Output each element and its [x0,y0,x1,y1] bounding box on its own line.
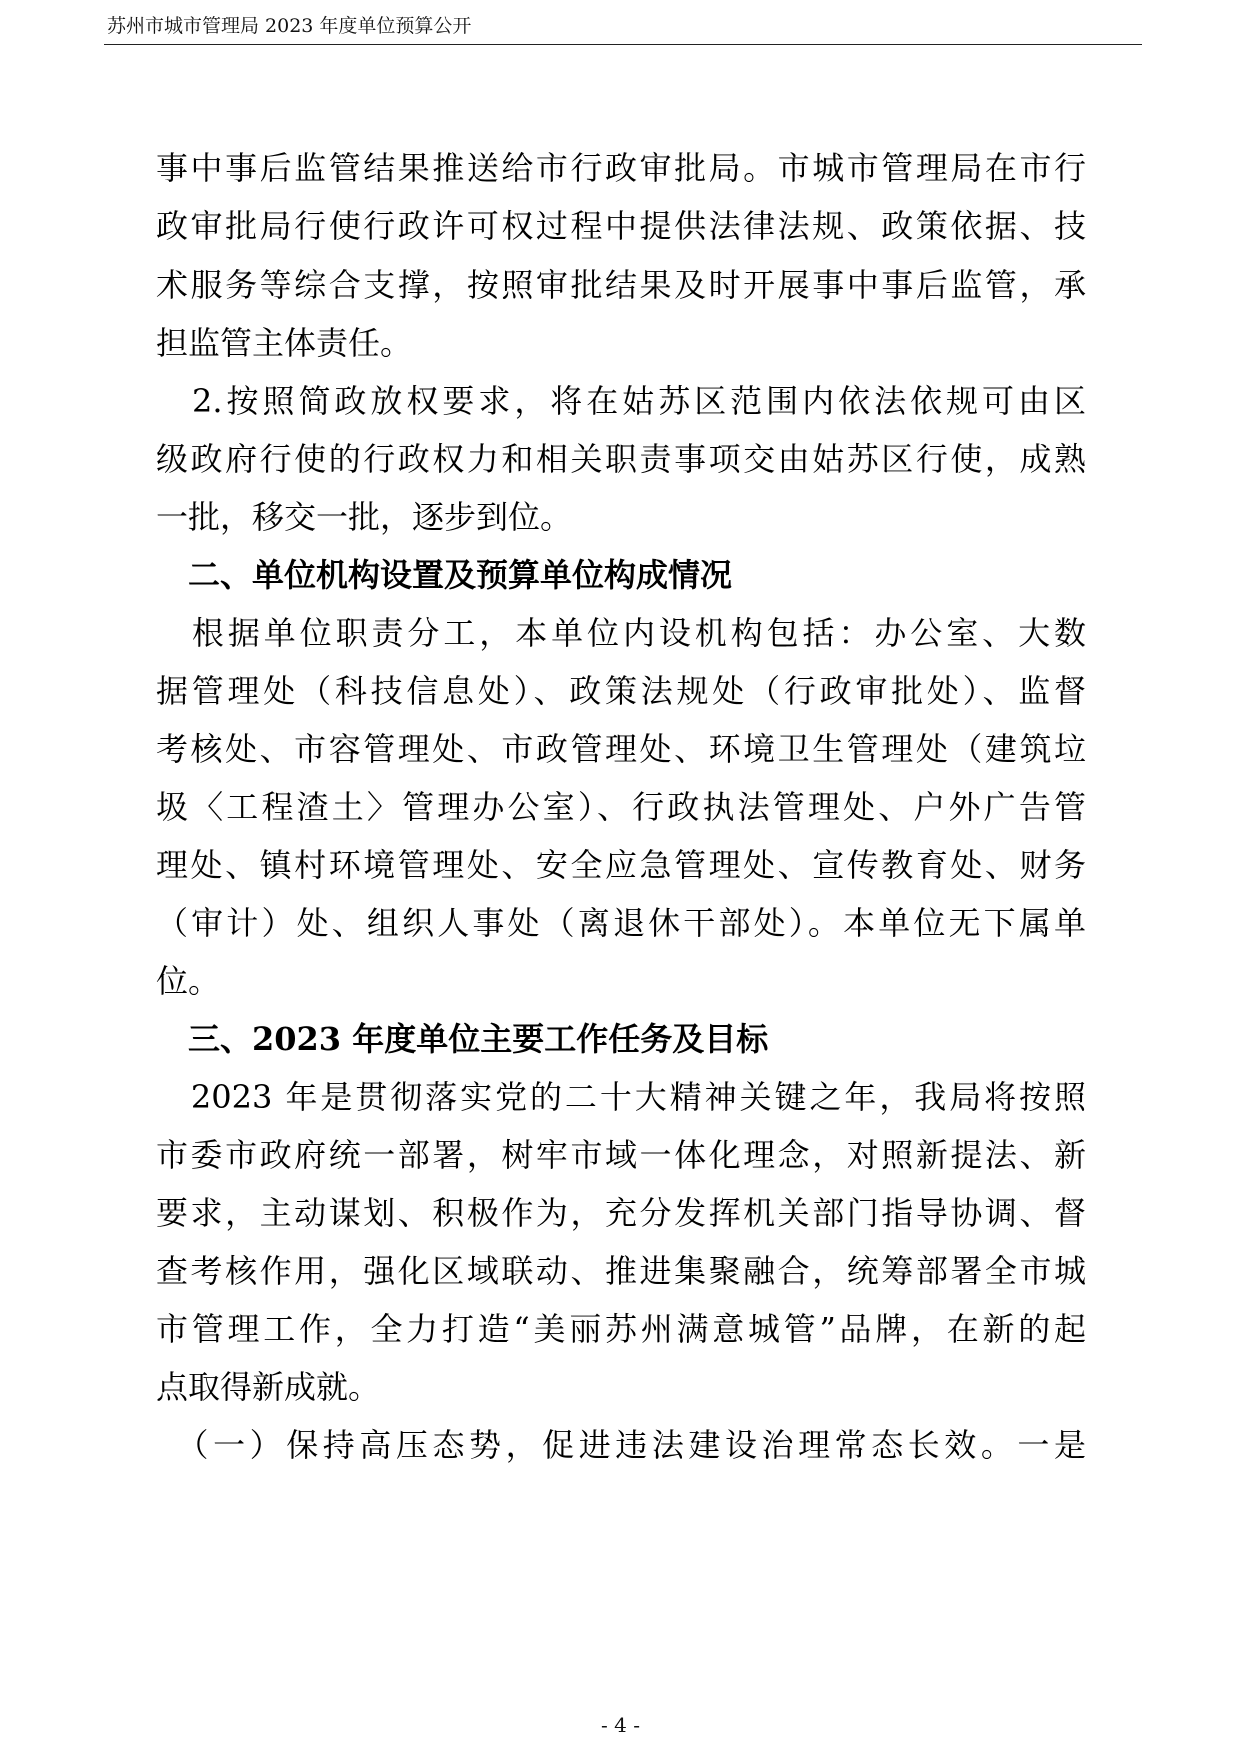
body-line: 理处、镇村环境管理处、安全应急管理处、宣传教育处、财务 [156,846,1086,884]
body-line: 圾〈工程渣土〉管理办公室）、行政执法管理处、户外广告管 [156,788,1086,826]
body-line: 事中事后监管结果推送给市行政审批局。市城市管理局在市行 [156,149,1086,187]
body-line: 市管理工作，全力打造“美丽苏州满意城管”品牌，在新的起 [156,1310,1086,1348]
body-line: 市委市政府统一部署，树牢市域一体化理念，对照新提法、新 [156,1136,1086,1174]
page-number: - 4 - [601,1713,640,1737]
document-header: 苏州市城市管理局 2023 年度单位预算公开 [107,15,472,37]
body-line: 级政府行使的行政权力和相关职责事项交由姑苏区行使，成熟 [156,440,1086,478]
body-line: 据管理处（科技信息处）、政策法规处（行政审批处）、监督 [156,672,1086,710]
body-line: （审计）处、组织人事处（离退休干部处）。本单位无下属单 [156,904,1086,942]
section-heading: 三、2023 年度单位主要工作任务及目标 [156,1020,769,1058]
body-line: 一批，移交一批，逐步到位。 [156,498,573,536]
body-line: 要求，主动谋划、积极作为，充分发挥机关部门指导协调、督 [156,1194,1086,1232]
header-divider [104,44,1142,45]
body-line: 担监管主体责任。 [156,324,413,362]
body-line: 点取得新成就。 [156,1368,381,1406]
body-line: 查考核作用，强化区域联动、推进集聚融合，统筹部署全市城 [156,1252,1086,1290]
body-line: 根据单位职责分工，本单位内设机构包括：办公室、大数 [156,614,1086,652]
body-line: 位。 [156,962,221,1000]
section-heading: 二、单位机构设置及预算单位构成情况 [156,556,733,594]
body-line: （一）保持高压态势，促进违法建设治理常态长效。一是 [156,1426,1086,1464]
body-line: 考核处、市容管理处、市政管理处、环境卫生管理处（建筑垃 [156,730,1086,768]
body-line: 2023 年是贯彻落实党的二十大精神关键之年，我局将按照 [156,1078,1086,1116]
body-line: 政审批局行使行政许可权过程中提供法律法规、政策依据、技 [156,207,1086,245]
body-line: 术服务等综合支撑，按照审批结果及时开展事中事后监管，承 [156,266,1086,304]
body-line: 2.按照简政放权要求，将在姑苏区范围内依法依规可由区 [156,382,1086,420]
